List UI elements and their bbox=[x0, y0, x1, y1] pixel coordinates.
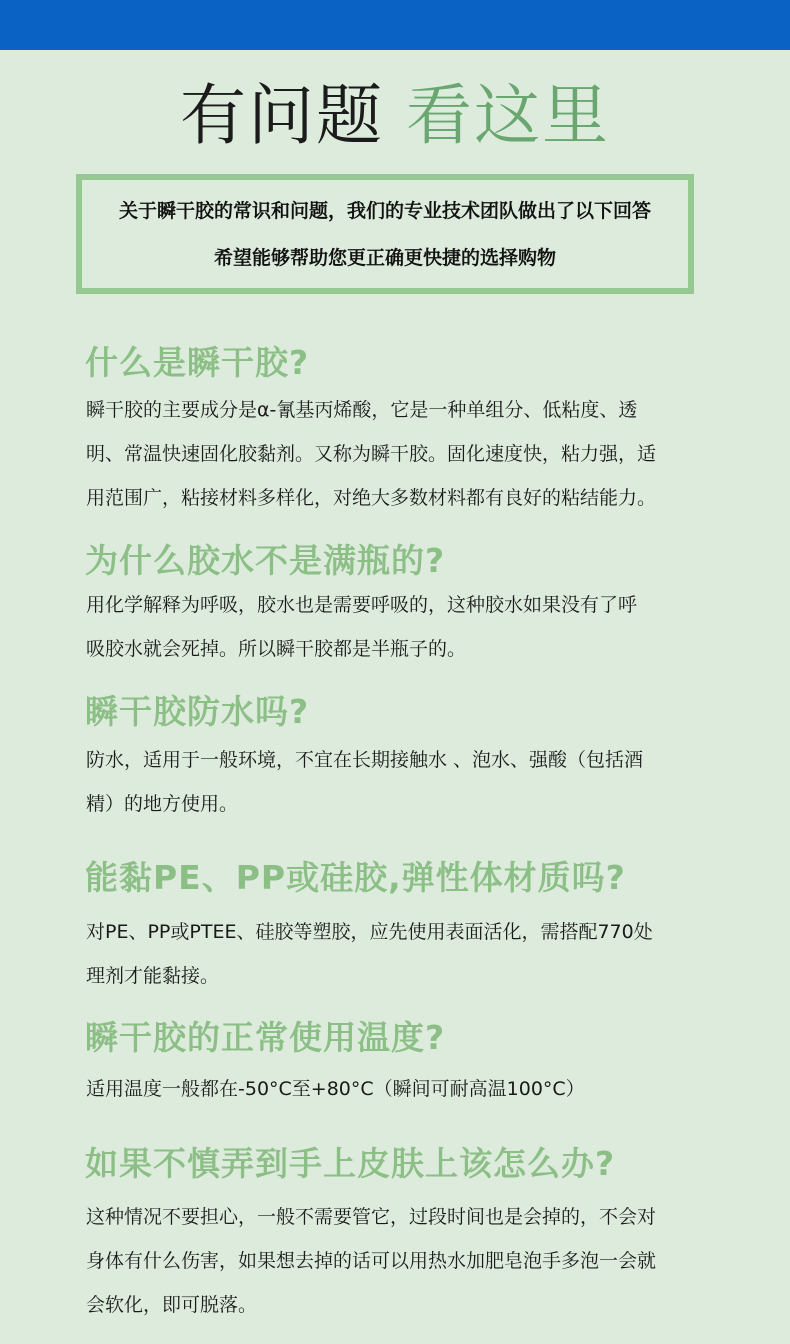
faq-answer-line: 理剂才能黏接。 bbox=[86, 965, 220, 987]
faq-answer-line: 这种情况不要担心，一般不需要管它，过段时间也是会掉的，不会对 bbox=[86, 1206, 657, 1228]
faq-question-waterproof: 瞬干胶防水吗? bbox=[85, 692, 310, 731]
faq-answer-line: 身体有什么伤害，如果想去掉的话可以用热水加肥皂泡手多泡一会就 bbox=[86, 1250, 657, 1272]
faq-question-skin-contact: 如果不慎弄到手上皮肤上该怎么办? bbox=[85, 1144, 616, 1183]
faq-answer-not-full bbox=[86, 583, 756, 671]
faq-answer-line: 适用温度一般都在-50°C至+80°C（瞬间可耐高温100°C） bbox=[86, 1078, 585, 1100]
intro-box bbox=[76, 174, 694, 294]
faq-answer-pe-pp bbox=[86, 910, 756, 998]
faq-answer-line: 瞬干胶的主要成分是α-氰基丙烯酸，它是一种单组分、低粘度、透 bbox=[86, 399, 638, 421]
top-banner-bar bbox=[0, 0, 790, 50]
faq-answer-line: 用范围广，粘接材料多样化，对绝大多数材料都有良好的粘结能力。 bbox=[86, 487, 657, 509]
faq-answer-temperature bbox=[86, 1067, 756, 1111]
faq-answer-line: 吸胶水就会死掉。所以瞬干胶都是半瓶子的。 bbox=[86, 638, 467, 660]
page-title-part1: 有问题 bbox=[180, 77, 384, 154]
page-title-part2: 看这里 bbox=[406, 77, 610, 154]
faq-question-not-full: 为什么胶水不是满瓶的? bbox=[85, 541, 446, 580]
faq-answer-line: 精）的地方使用。 bbox=[86, 793, 239, 815]
faq-question-temperature: 瞬干胶的正常使用温度? bbox=[85, 1018, 446, 1057]
faq-answer-what-is bbox=[86, 388, 756, 520]
faq-answer-line: 明、常温快速固化胶黏剂。又称为瞬干胶。固化速度快，粘力强，适 bbox=[86, 443, 657, 465]
intro-line-1: 关于瞬干胶的常识和问题，我们的专业技术团队做出了以下回答 bbox=[118, 200, 651, 222]
faq-answer-line: 对PE、PP或PTEE、硅胶等塑胶，应先使用表面活化，需搭配770处 bbox=[86, 921, 653, 943]
faq-answer-line: 会软化，即可脱落。 bbox=[86, 1294, 258, 1316]
intro-line-2: 希望能够帮助您更正确更快捷的选择购物 bbox=[213, 247, 556, 269]
faq-answer-waterproof bbox=[86, 738, 756, 826]
faq-question-pe-pp: 能黏PE、PP或硅胶,弹性体材质吗? bbox=[85, 858, 626, 897]
faq-answer-skin-contact bbox=[86, 1195, 756, 1327]
page-title bbox=[0, 76, 790, 156]
faq-question-what-is: 什么是瞬干胶? bbox=[85, 343, 310, 382]
faq-answer-line: 用化学解释为呼吸，胶水也是需要呼吸的，这种胶水如果没有了呼 bbox=[86, 594, 638, 616]
faq-answer-line: 防水，适用于一般环境，不宜在长期接触水 、泡水、强酸（包括酒 bbox=[86, 749, 644, 771]
